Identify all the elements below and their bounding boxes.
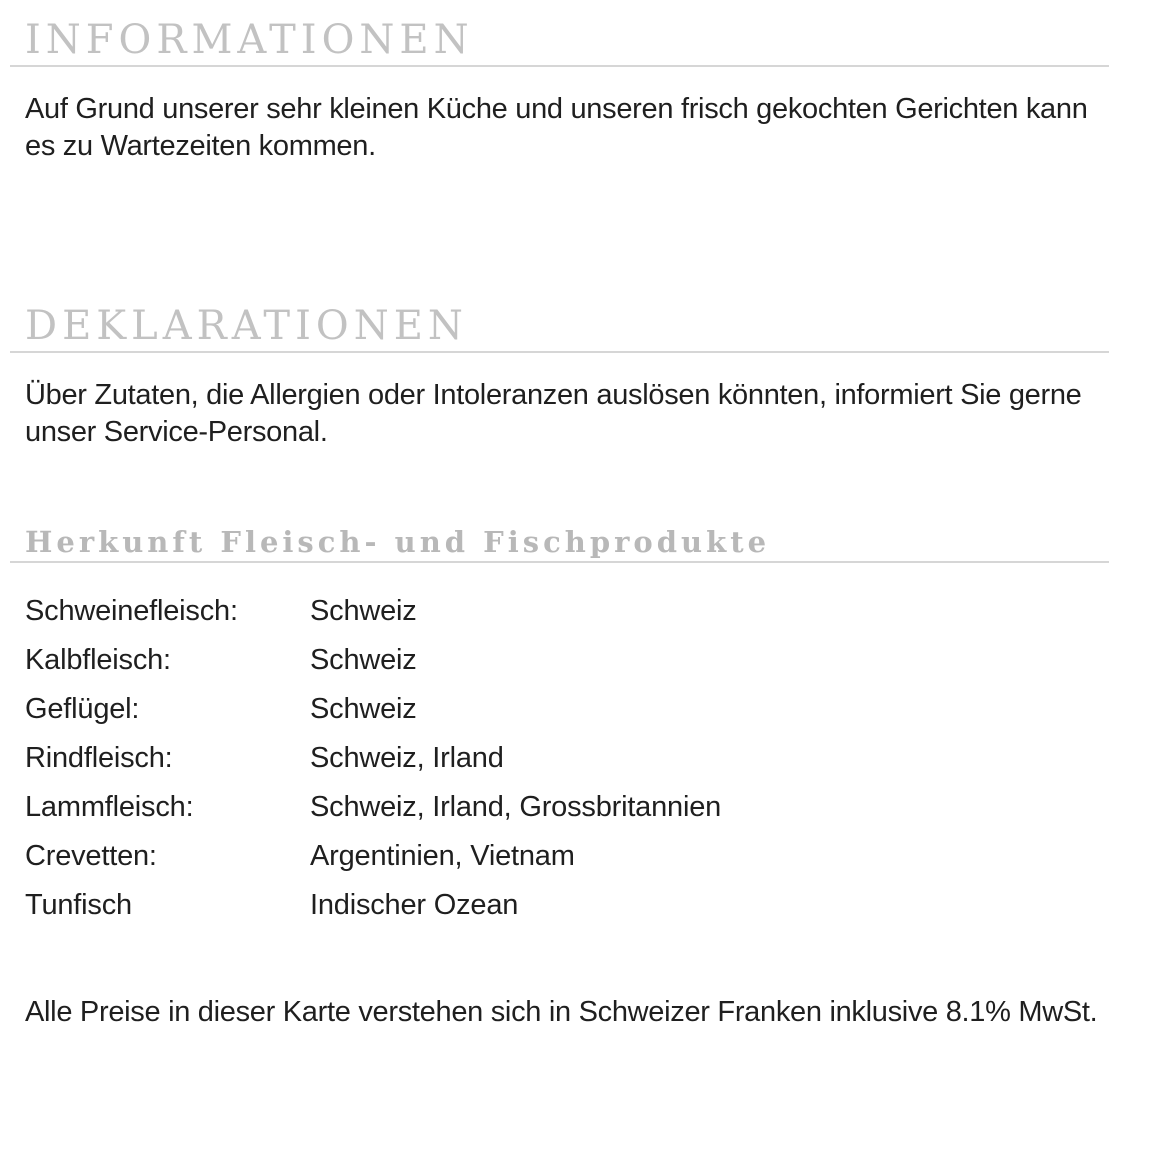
informationen-divider [10,65,1109,67]
origin-category: Rindfleisch: [25,742,173,774]
origin-country: Schweiz [310,644,417,676]
origin-row [25,685,925,734]
origin-row [25,881,925,930]
deklarationen-heading: DEKLARATIONEN [25,303,468,349]
origin-table [25,587,925,930]
herkunft-heading: Herkunft Fleisch- und Fischprodukte [25,525,771,559]
origin-category: Crevetten: [25,840,157,872]
origin-country: Schweiz [310,595,417,627]
origin-category: Geflügel: [25,693,140,725]
price-note: Alle Preise in dieser Karte verstehen sich in Schweizer Franken inklusive 8.1% MwSt. [25,996,1098,1028]
origin-country: Argentinien, Vietnam [310,840,575,872]
origin-country: Schweiz, Irland, Grossbritannien [310,791,722,823]
deklarationen-text: Über Zutaten, die Allergien oder Intoleranzen auslösen könnten, informiert Sie gerne unser Service-Personal. [25,379,1082,448]
origin-row [25,636,925,685]
origin-row [25,832,925,881]
origin-country: Schweiz, Irland [310,742,504,774]
origin-row [25,587,925,636]
herkunft-divider [10,561,1109,563]
origin-country: Schweiz [310,693,417,725]
origin-row [25,734,925,783]
origin-country: Indischer Ozean [310,889,519,921]
origin-category: Kalbfleisch: [25,644,171,676]
origin-category: Lammfleisch: [25,791,194,823]
informationen-text: Auf Grund unserer sehr kleinen Küche und unseren frisch gekochten Gerichten kann es zu Wartezeiten kommen. [25,93,1088,162]
deklarationen-divider [10,351,1109,353]
origin-category: Schweinefleisch: [25,595,238,627]
origin-row [25,783,925,832]
informationen-heading: INFORMATIONEN [25,17,474,63]
origin-category: Tunfisch [25,889,132,921]
